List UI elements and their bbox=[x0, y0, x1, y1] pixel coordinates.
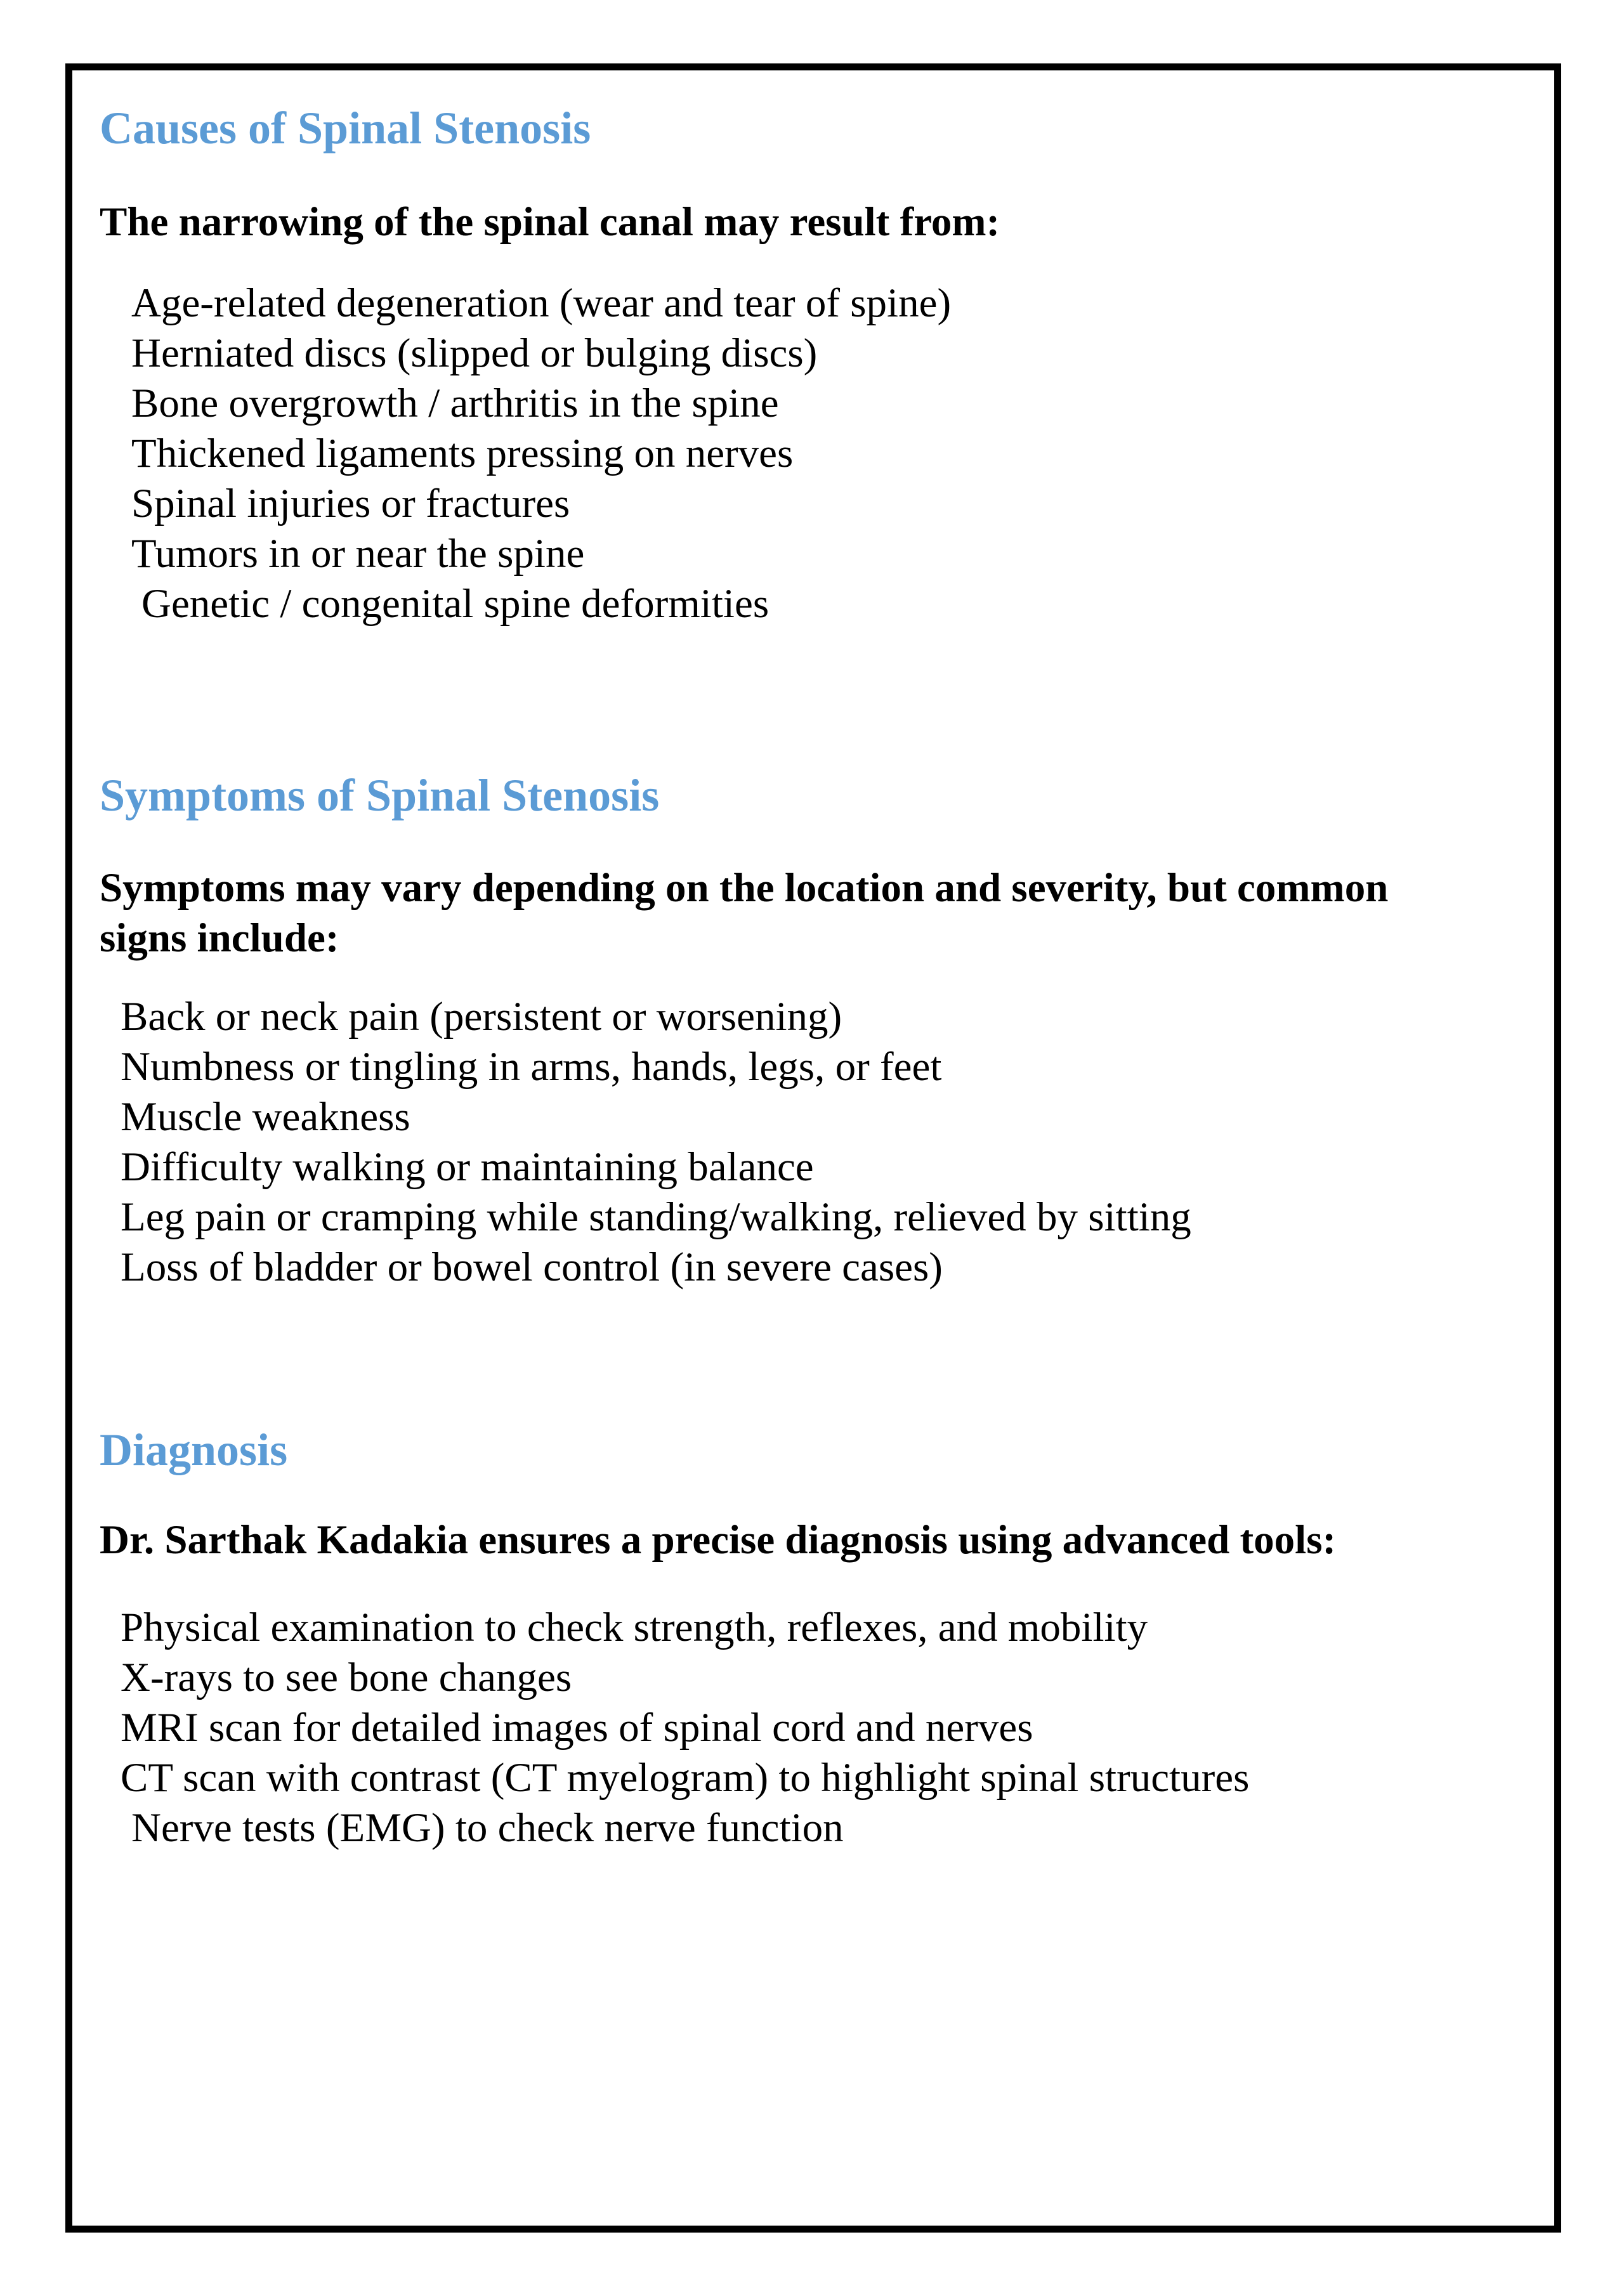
list-item: Muscle weakness bbox=[121, 1094, 410, 1140]
list-item: Numbness or tingling in arms, hands, legs, or feet bbox=[121, 1044, 942, 1090]
section-heading-symptoms: Symptoms of Spinal Stenosis bbox=[100, 770, 660, 821]
list-item: Loss of bladder or bowel control (in severe cases) bbox=[121, 1244, 943, 1290]
list-item: Back or neck pain (persistent or worsening) bbox=[121, 994, 842, 1040]
list-item: Thickened ligaments pressing on nerves bbox=[131, 431, 794, 476]
list-item: MRI scan for detailed images of spinal cord and nerves bbox=[121, 1705, 1033, 1751]
section-intro-diagnosis: Dr. Sarthak Kadakia ensures a precise diagnosis using advanced tools: bbox=[100, 1517, 1337, 1563]
list-item: Age-related degeneration (wear and tear of spine) bbox=[131, 280, 952, 326]
list-item: Bone overgrowth / arthritis in the spine bbox=[131, 381, 779, 426]
list-item: Leg pain or cramping while standing/walking, relieved by sitting bbox=[121, 1194, 1191, 1240]
list-item: Physical examination to check strength, reflexes, and mobility bbox=[121, 1605, 1148, 1650]
list-item: Difficulty walking or maintaining balance bbox=[121, 1144, 814, 1190]
section-heading-diagnosis: Diagnosis bbox=[100, 1425, 288, 1475]
list-item: CT scan with contrast (CT myelogram) to highlight spinal structures bbox=[121, 1755, 1250, 1801]
section-heading-causes: Causes of Spinal Stenosis bbox=[100, 103, 591, 153]
list-item: Nerve tests (EMG) to check nerve function bbox=[131, 1805, 844, 1851]
section-intro-symptoms-line-2: signs include: bbox=[100, 915, 339, 961]
list-item: Genetic / congenital spine deformities bbox=[141, 581, 769, 627]
section-intro-causes: The narrowing of the spinal canal may result from: bbox=[100, 199, 1000, 245]
list-item: X-rays to see bone changes bbox=[121, 1655, 572, 1700]
list-item: Herniated discs (slipped or bulging discs) bbox=[131, 330, 818, 376]
list-item: Tumors in or near the spine bbox=[131, 531, 585, 577]
list-item: Spinal injuries or fractures bbox=[131, 481, 570, 526]
section-intro-symptoms-line-1: Symptoms may vary depending on the location and severity, but common bbox=[100, 865, 1389, 911]
